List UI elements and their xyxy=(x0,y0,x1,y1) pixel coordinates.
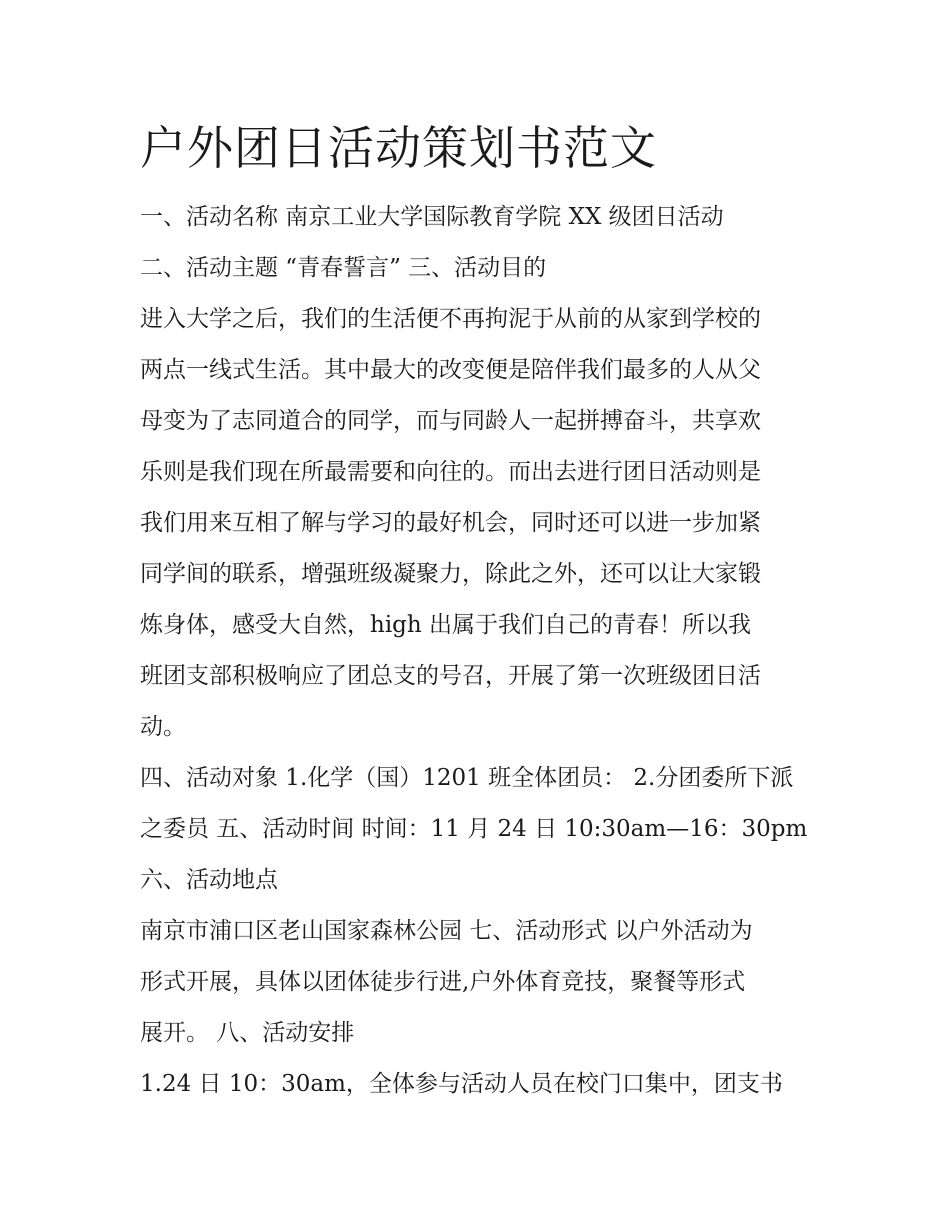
text-line: 乐则是我们现在所最需要和向往的。而出去进行团日活动则是 xyxy=(140,459,761,485)
text-line: 四、活动对象 1.化学（国）1201 班全体团员： 2.分团委所下派 xyxy=(140,765,794,791)
document-title: 户外团日活动策划书范文 xyxy=(140,121,657,175)
text-line: 南京市浦口区老山国家森林公园 七、活动形式 以户外活动为 xyxy=(140,918,753,944)
text-line: 班团支部积极响应了团总支的号召，开展了第一次班级团日活 xyxy=(140,663,761,689)
text-line: 两点一线式生活。其中最大的改变便是陪伴我们最多的人从父 xyxy=(140,357,761,383)
document-page xyxy=(140,118,820,1110)
text-line: 二、活动主题 “青春誓言” 三、活动目的 xyxy=(140,255,547,281)
text-line: 1.24 日 10：30am，全体参与活动人员在校门口集中，团支书 xyxy=(140,1071,783,1097)
text-line: 进入大学之后，我们的生活便不再拘泥于从前的从家到学校的 xyxy=(140,306,761,332)
text-line: 我们用来互相了解与学习的最好机会，同时还可以进一步加紧 xyxy=(140,510,761,536)
text-line: 炼身体，感受大自然，high 出属于我们自己的青春！所以我 xyxy=(140,612,752,638)
document-body xyxy=(140,192,820,1110)
text-line: 形式开展，具体以团体徒步行进,户外体育竞技，聚餐等形式 xyxy=(140,969,746,995)
text-line: 六、活动地点 xyxy=(140,867,278,893)
text-line: 一、活动名称 南京工业大学国际教育学院 XX 级团日活动 xyxy=(140,204,724,230)
text-line: 同学间的联系，增强班级凝聚力，除此之外，还可以让大家锻 xyxy=(140,561,761,587)
text-line: 展开。 八、活动安排 xyxy=(140,1020,355,1046)
text-line: 母变为了志同道合的同学，而与同龄人一起拼搏奋斗，共享欢 xyxy=(140,408,761,434)
text-line: 之委员 五、活动时间 时间：11 月 24 日 10:30am—16：30pm xyxy=(140,816,808,842)
text-line: 动。 xyxy=(140,714,186,740)
